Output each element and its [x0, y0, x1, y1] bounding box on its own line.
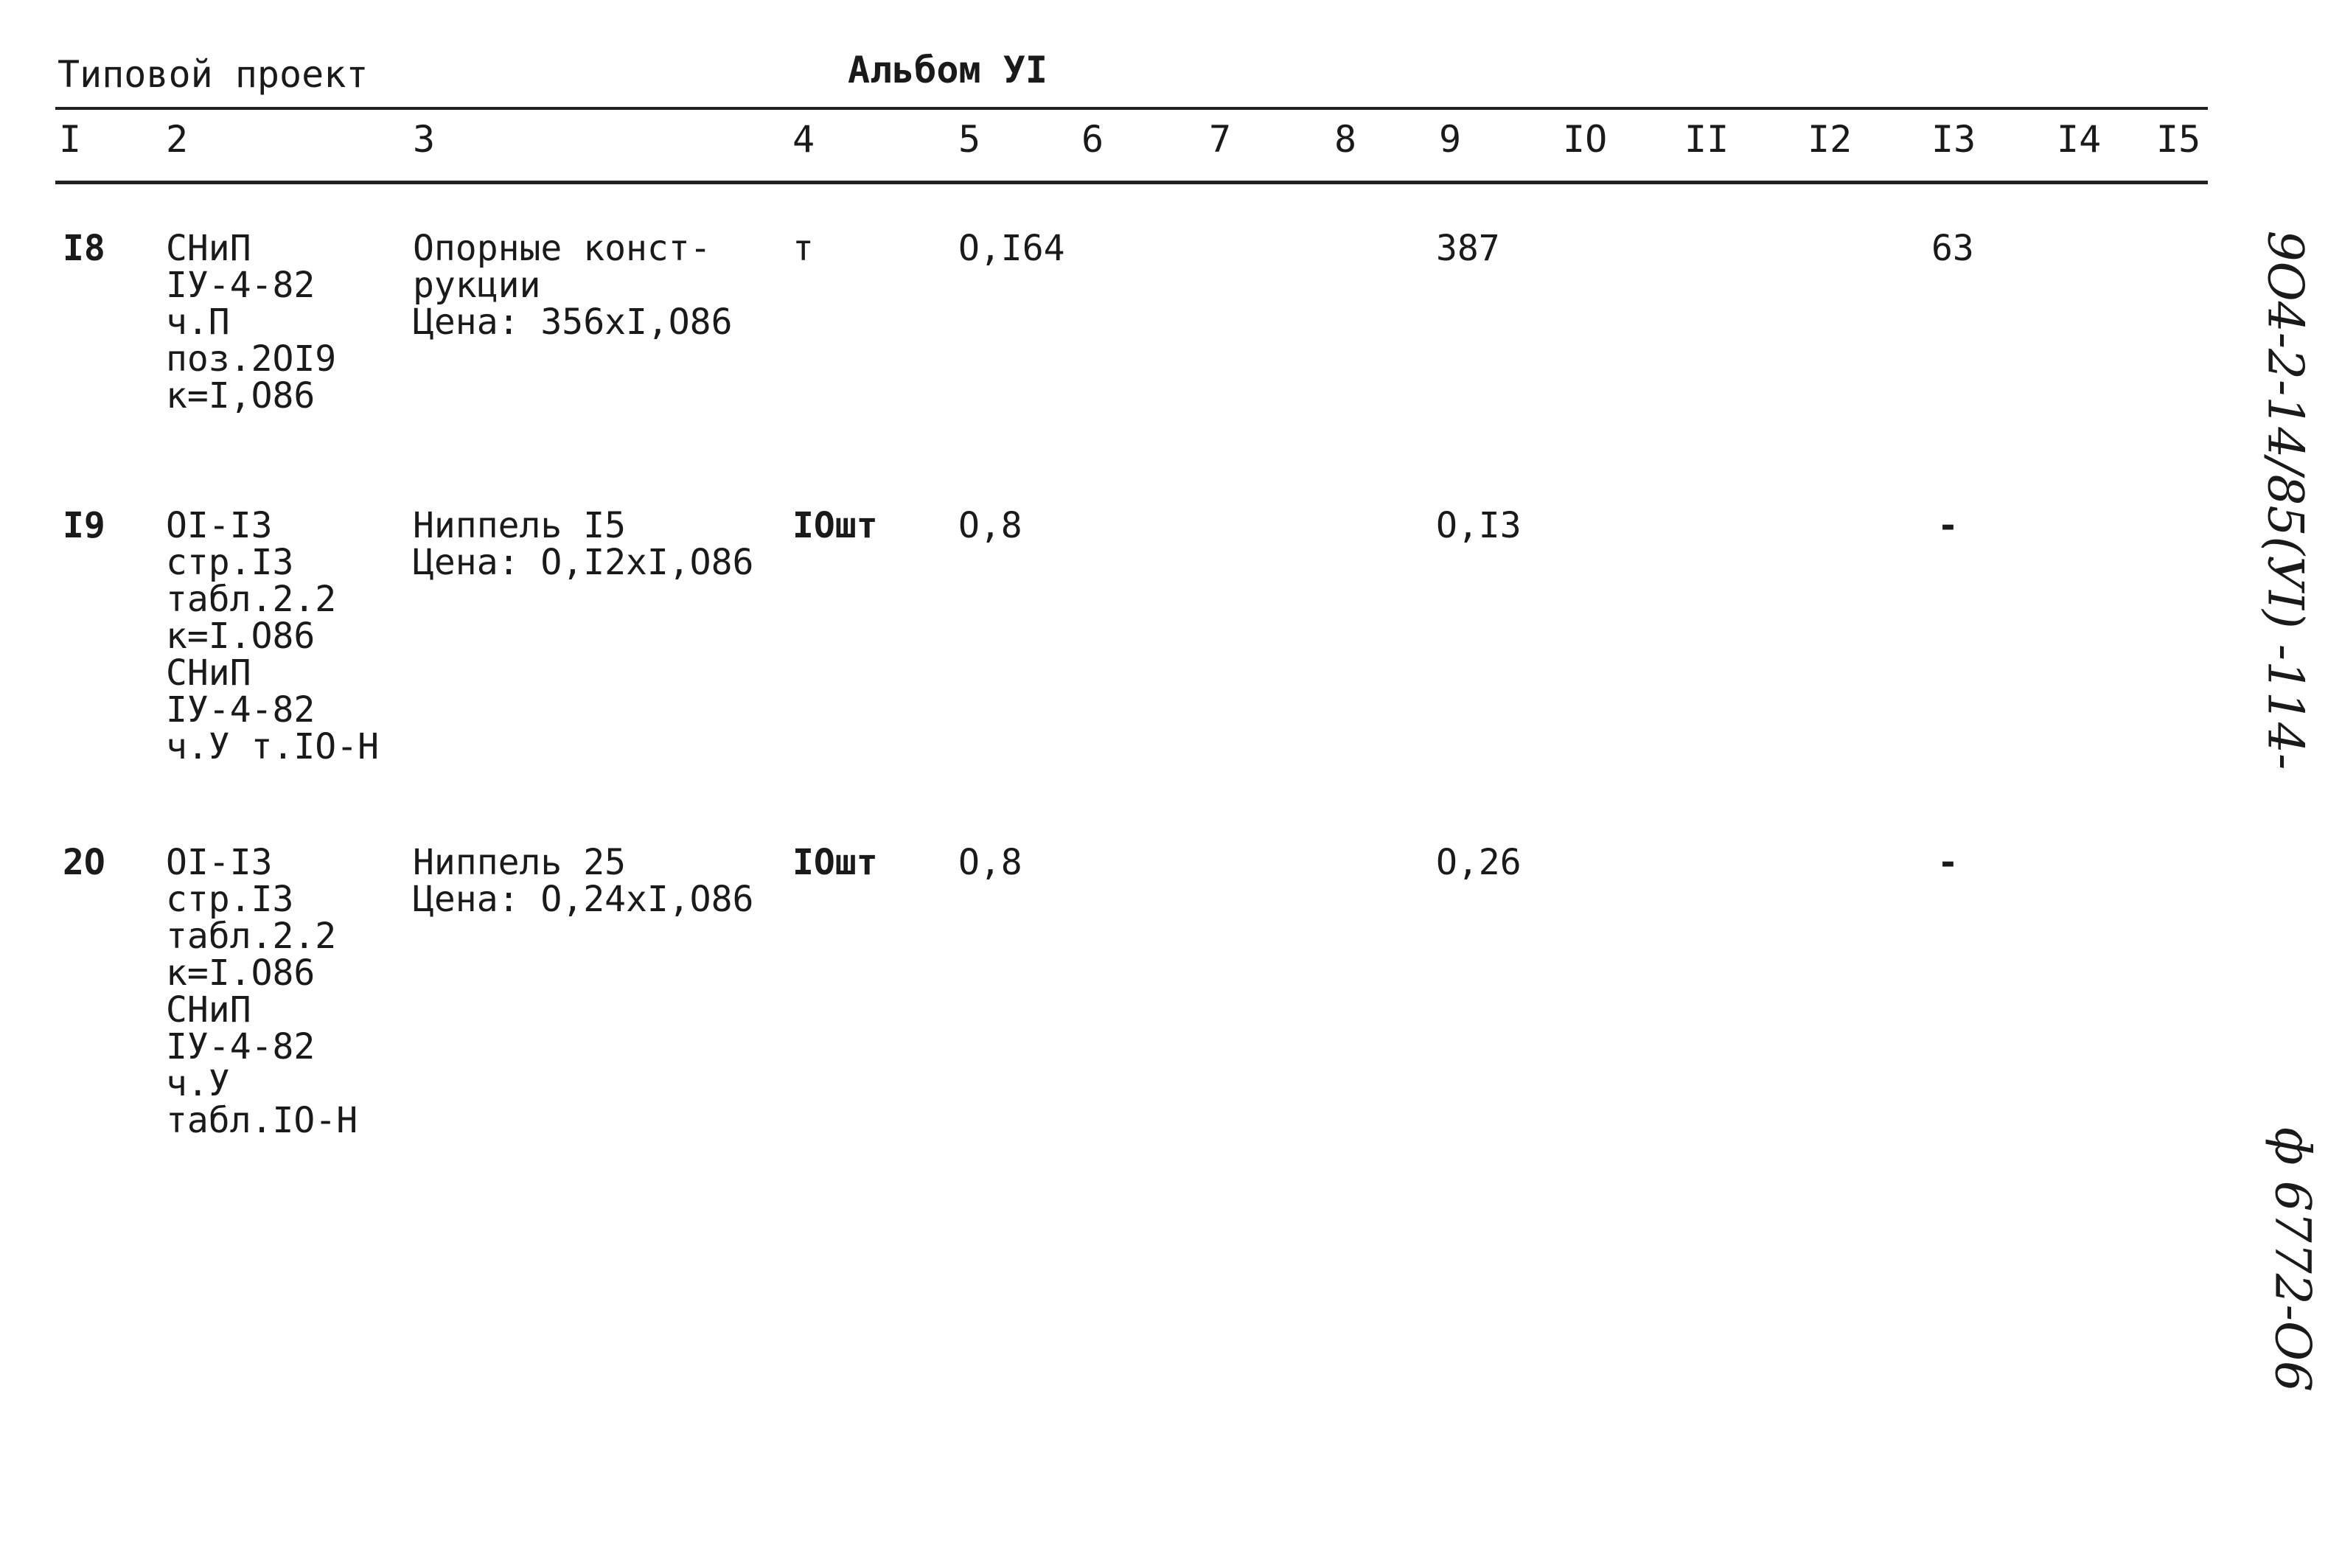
col-header-5: 5 [958, 118, 981, 161]
row-col9: O,26 [1436, 842, 1522, 883]
col-header-6: 6 [1081, 118, 1104, 161]
row-reference: OI-I3 стр.I3 табл.2.2 к=I.O86 СНиП IУ-4-82 ч.У табл.IO-Н [166, 842, 358, 1141]
margin-stamp: ф 6772-O6 [2264, 1126, 2321, 1392]
col-header-12: I2 [1808, 118, 1853, 161]
row-name: Ниппель I5 Цена: O,I2хI,O86 [413, 505, 754, 583]
row-name: Ниппель 25 Цена: O,24хI,O86 [413, 842, 754, 920]
row-col5: O,8 [958, 505, 1022, 546]
project-label: Типовой проект [57, 53, 369, 96]
row-name: Опорные конст- рукции Цена: 356хI,O86 [413, 228, 733, 343]
row-number: I8 [63, 228, 105, 269]
col-header-2: 2 [166, 118, 189, 161]
row-col13: - [1937, 842, 1959, 883]
row-number: 2O [63, 842, 105, 883]
row-unit: IOшт [792, 842, 878, 883]
row-col13: - [1937, 505, 1959, 546]
header-rule [55, 181, 2208, 184]
row-col5: O,I64 [958, 228, 1065, 269]
top-rule [55, 107, 2208, 110]
row-col9: 387 [1436, 228, 1500, 269]
row-reference: СНиП IУ-4-82 ч.П поз.2OI9 к=I,O86 [166, 228, 337, 417]
col-header-8: 8 [1334, 118, 1357, 161]
margin-doc-code: 9O4-2-14/85(УI) -114- [2256, 230, 2314, 770]
row-unit: IOшт [792, 505, 878, 546]
row-number: I9 [63, 505, 105, 546]
col-header-11: II [1684, 118, 1729, 161]
col-header-9: 9 [1439, 118, 1462, 161]
col-header-7: 7 [1209, 118, 1232, 161]
col-header-15: I5 [2156, 118, 2201, 161]
col-header-14: I4 [2057, 118, 2102, 161]
col-header-4: 4 [792, 118, 815, 161]
album-label: Альбом УI [848, 49, 1048, 91]
col-header-1: I [59, 118, 82, 161]
col-header-3: 3 [413, 118, 436, 161]
col-header-13: I3 [1931, 118, 1976, 161]
col-header-10: IO [1563, 118, 1608, 161]
row-col13: 63 [1931, 228, 1974, 269]
row-col5: O,8 [958, 842, 1022, 883]
row-reference: OI-I3 стр.I3 табл.2.2 к=I.O86 СНиП IУ-4-82 ч.У т.IO-Н [166, 505, 379, 767]
row-unit: т [792, 228, 814, 269]
row-col9: O,I3 [1436, 505, 1522, 546]
